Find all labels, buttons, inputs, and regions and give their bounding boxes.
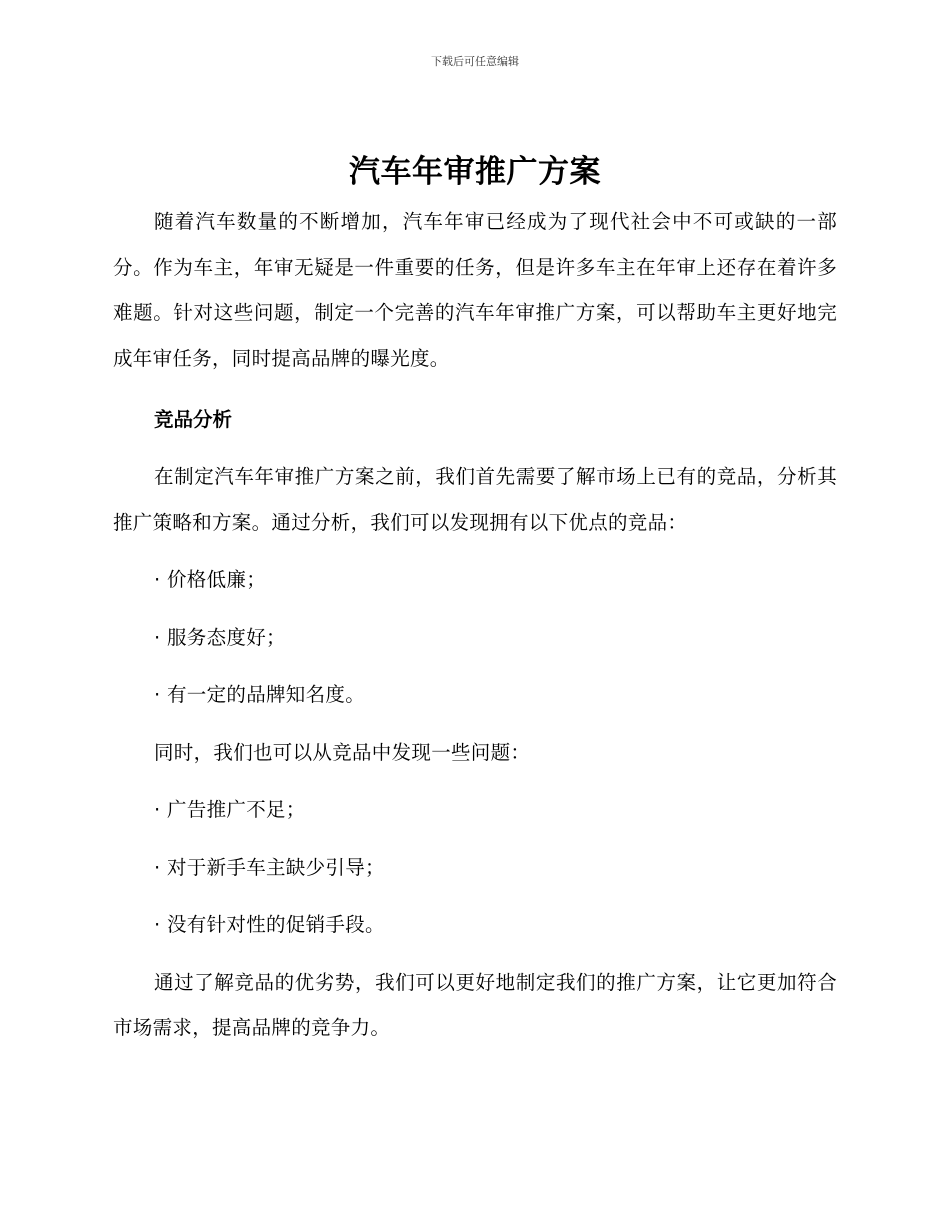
intro-paragraph: 随着汽车数量的不断增加，汽车年审已经成为了现代社会中不可或缺的一部分。作为车主，年审无疑是一件重要的任务，但是许多车主在年审上还存在着许多难题。针对这些问题，制定一个完善的汽车年审推广方案，可以帮助车主更好地完成年审任务，同时提高品牌的曝光度。 [113,210,837,370]
strength-item-brand: · 有一定的品牌知名度。 [154,683,365,706]
strength-item-price: · 价格低廉； [154,568,266,591]
problems-intro-paragraph: 同时，我们也可以从竞品中发现一些问题： [154,740,531,764]
problem-item-guidance: · 对于新手车主缺少引导； [154,855,385,879]
analysis-paragraph: 在制定汽车年审推广方案之前，我们首先需要了解市场上已有的竞品，分析其推广策略和方案。通过分析，我们可以发现拥有以下优点的竞品： [113,465,837,534]
problem-item-advertising: · 广告推广不足； [154,798,306,821]
page-header-note: 下载后可任意编辑 [431,55,519,68]
section-heading-competitor-analysis: 竞品分析 [154,408,233,431]
document-title: 汽车年审推广方案 [349,154,601,190]
strength-item-service: · 服务态度好； [154,625,286,649]
problem-item-promotion: · 没有针对性的促销手段。 [154,913,385,936]
document-body [113,150,837,1051]
conclusion-paragraph: 通过了解竞品的优劣势，我们可以更好地制定我们的推广方案，让它更加符合市场需求，提高品牌的竞争力。 [113,970,837,1039]
